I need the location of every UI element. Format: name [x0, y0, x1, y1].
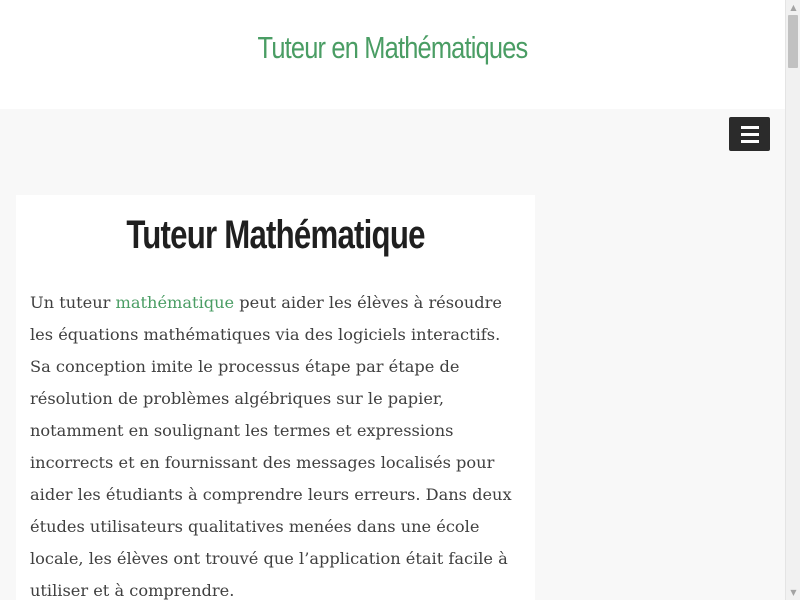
paragraph-text-rest: peut aider les élèves à résoudre les équations mathématiques via des logiciels interactifs. Sa conception imite le processus étape par étape de résolution de problèmes algébriques sur le papier, notamment en soulignant les termes et expressions incorrects et en fournissant des messages localisés pour aider les étudiants à comprendre leurs erreurs. Dans deux études utilisateurs qualitatives menées dans une école locale, les élèves ont trouvé que l’application était facile à utiliser et à comprendre. [30, 293, 512, 600]
mathematique-link[interactable]: mathématique [115, 293, 235, 312]
site-header [0, 0, 785, 109]
scroll-up-arrow-icon[interactable]: ▲ [790, 3, 797, 12]
paragraph-text-start: Un tuteur [30, 293, 116, 312]
hamburger-menu-icon-line [741, 140, 759, 143]
scroll-down-arrow-icon[interactable]: ▼ [790, 588, 797, 597]
article-card [16, 195, 535, 600]
article-paragraph [30, 287, 524, 600]
hamburger-menu-icon [741, 126, 759, 129]
navigation-bar [0, 109, 785, 161]
site-title-link[interactable]: Tuteur en Mathématiques [257, 30, 528, 65]
menu-toggle-button[interactable] [729, 117, 770, 151]
article-title: Tuteur Mathématique [126, 213, 425, 257]
scroll-thumb[interactable] [788, 15, 798, 68]
vertical-scrollbar[interactable] [785, 0, 800, 600]
hamburger-menu-icon-line [741, 133, 759, 136]
